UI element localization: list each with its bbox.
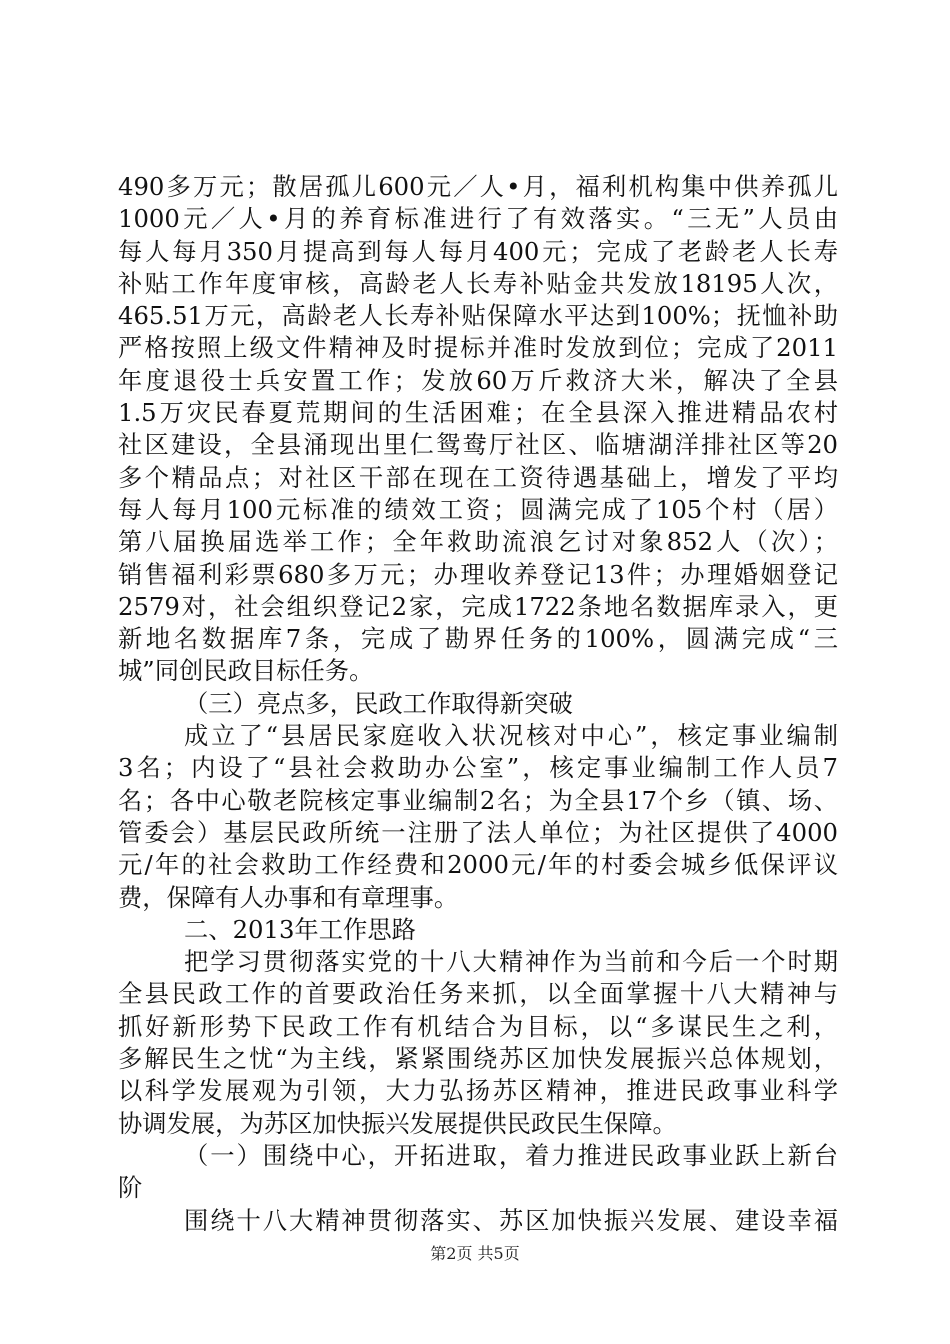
- text-line: 名；各中心敬老院核定事业编制2名；为全县17个乡（镇、场、: [118, 785, 838, 815]
- text-line: 465.51万元，高龄老人长寿补贴保障水平达到100%；抚恤补助: [118, 301, 838, 331]
- text-line: 全县民政工作的首要政治任务来抓，以全面掌握十八大精神与: [118, 979, 838, 1009]
- text-line: 490多万元；散居孤儿600元／人•月，福利机构集中供养孤儿: [118, 172, 838, 201]
- text-line: 销售福利彩票680多万元；办理收养登记13件；办理婚姻登记: [118, 559, 838, 589]
- text-line: 城”同创民政目标任务。: [118, 656, 374, 686]
- text-line: 社区建设，全县涌现出里仁鸳鸯厅社区、临塘湖洋排社区等20: [118, 430, 838, 460]
- text-line: 管委会）基层民政所统一注册了法人单位；为社区提供了4000: [118, 817, 838, 847]
- text-line: 1.5万灾民春夏荒期间的生活困难；在全县深入推进精品农村: [118, 398, 838, 428]
- text-line: 协调发展，为苏区加快振兴发展提供民政民生保障。: [118, 1108, 677, 1138]
- document-body: [118, 171, 838, 1237]
- text-line: 每人每月100元标准的绩效工资；圆满完成了105个村（居）: [118, 494, 838, 524]
- text-line: 抓好新形势下民政工作有机结合为目标，以“多谋民生之利，: [118, 1011, 838, 1041]
- text-line: 年度退役士兵安置工作；发放60万斤救济大米，解决了全县: [118, 365, 838, 395]
- text-line: 多个精品点；对社区干部在现在工资待遇基础上，增发了平均: [118, 462, 838, 492]
- text-line: 费，保障有人办事和有章理事。: [118, 882, 459, 912]
- text-line: 每人每月350月提高到每人每月400元；完成了老龄老人长寿: [118, 236, 838, 266]
- page-number-footer: 第2页 共5页: [430, 1244, 520, 1263]
- section-heading: （三）亮点多，民政工作取得新突破: [184, 688, 573, 718]
- text-line: 1000元／人•月的养育标准进行了有效落实。“三无”人员由: [118, 204, 838, 234]
- text-line: 2579对，社会组织登记2家，完成1722条地名数据库录入，更: [118, 591, 838, 621]
- text-line: 补贴工作年度审核，高龄老人长寿补贴金共发放18195人次，: [118, 268, 838, 298]
- text-line: 多解民生之忧“为主线，紧紧围绕苏区加快发展振兴总体规划，: [118, 1044, 838, 1074]
- text-line: 元/年的社会救助工作经费和2000元/年的村委会城乡低保评议: [118, 850, 838, 880]
- text-line: 围绕十八大精神贯彻落实、苏区加快振兴发展、建设幸福: [184, 1205, 838, 1235]
- section-heading: 阶: [118, 1173, 143, 1203]
- section-heading: 二、2013年工作思路: [184, 914, 416, 944]
- text-line: 新地名数据库7条，完成了勘界任务的100%，圆满完成“三: [118, 624, 838, 654]
- section-heading: （一）围绕中心，开拓进取，着力推进民政事业跃上新台: [184, 1140, 838, 1170]
- text-line: 以科学发展观为引领，大力弘扬苏区精神，推进民政事业科学: [118, 1076, 838, 1106]
- text-line: 把学习贯彻落实党的十八大精神作为当前和今后一个时期: [184, 947, 838, 977]
- text-line: 严格按照上级文件精神及时提标并准时发放到位；完成了2011: [118, 333, 838, 363]
- text-line: 3名；内设了“县社会救助办公室”，核定事业编制工作人员7: [118, 753, 838, 783]
- text-line: 第八届换届选举工作；全年救助流浪乞讨对象852人（次）；: [118, 527, 838, 557]
- text-line: 成立了“县居民家庭收入状况核对中心”，核定事业编制: [184, 721, 838, 751]
